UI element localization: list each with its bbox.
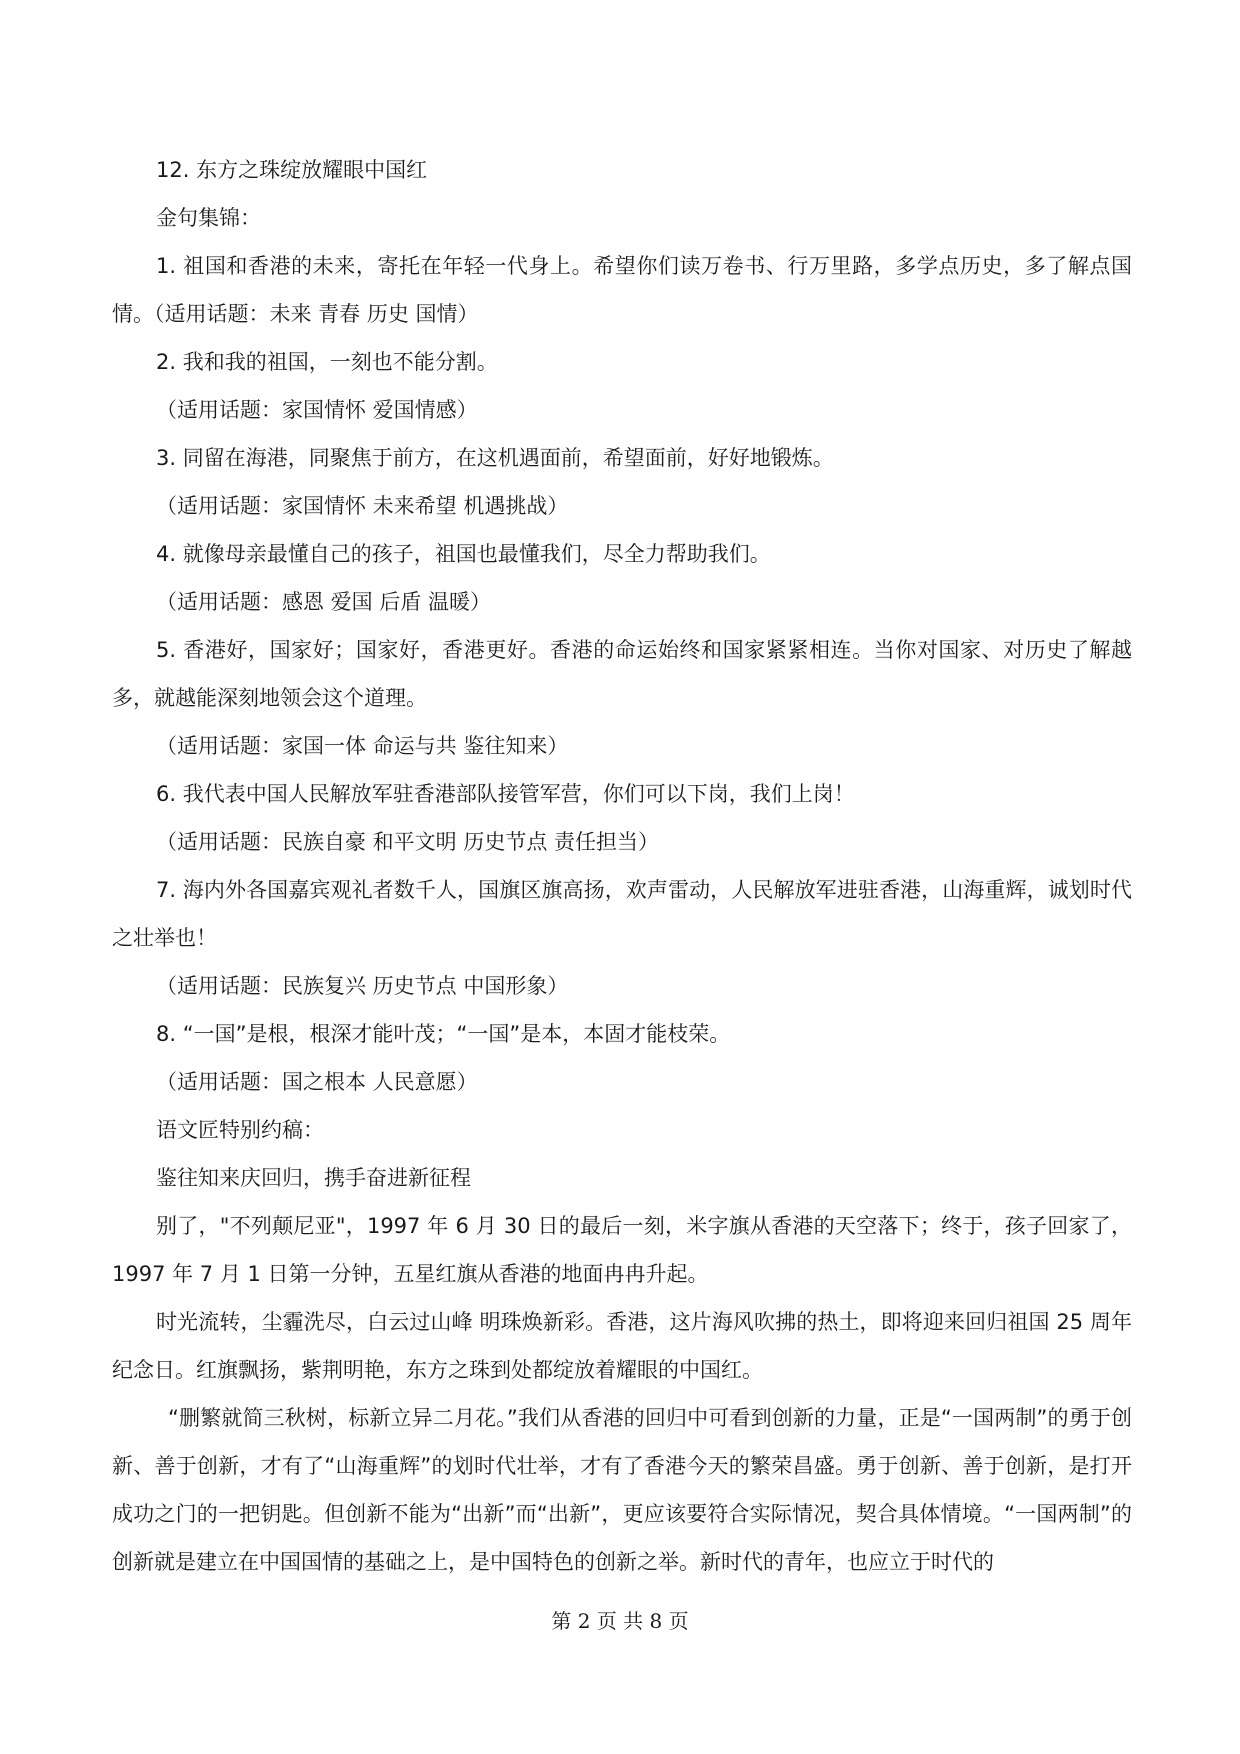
document-body — [112, 146, 1132, 1586]
quote-item: 5. 香港好，国家好；国家好，香港更好。香港的命运始终和国家紧紧相连。当你对国家、对历史了解越多，就越能深刻地领会这个道理。 — [112, 638, 1132, 710]
quote-item: 6. 我代表中国人民解放军驻香港部队接管军营，你们可以下岗，我们上岗！ — [156, 782, 855, 806]
quote-item: 2. 我和我的祖国，一刻也不能分割。 — [156, 350, 498, 374]
quote-topics: （适用话题：感恩 爱国 后盾 温暖） — [156, 590, 492, 614]
essay-heading: 语文匠特别约稿： — [156, 1118, 324, 1142]
quote-item: 1. 祖国和香港的未来，寄托在年轻一代身上。希望你们读万卷书、行万里路，多学点历史，多了解点国情。（适用话题：未来 青春 历史 国情） — [112, 254, 1132, 326]
essay-paragraph: 时光流转，尘霾洗尽，白云过山峰 明珠焕新彩。香港，这片海风吹拂的热土，即将迎来回归祖国 25 周年纪念日。红旗飘扬，紫荆明艳，东方之珠到处都绽放着耀眼的中国红。 — [112, 1310, 1132, 1382]
essay-paragraph: 别了，"不列颠尼亚"，1997 年 6 月 30 日的最后一刻，米字旗从香港的天空落下；终于，孩子回家了，1997 年 7 月 1 日第一分钟，五星红旗从香港的地面冉冉升起。 — [112, 1214, 1132, 1286]
quote-topics: （适用话题：家国情怀 未来希望 机遇挑战） — [156, 494, 569, 518]
quote-item: 4. 就像母亲最懂自己的孩子，祖国也最懂我们，尽全力帮助我们。 — [156, 542, 771, 566]
quote-topics: （适用话题：民族复兴 历史节点 中国形象） — [156, 974, 569, 998]
page-number: 第 2 页 共 8 页 — [551, 1609, 689, 1633]
quote-topics: （适用话题：家国情怀 爱国情感） — [156, 398, 478, 422]
quote-item: 3. 同留在海港，同聚焦于前方，在这机遇面前，希望面前，好好地锻炼。 — [156, 446, 834, 470]
essay-title: 鉴往知来庆回归，携手奋进新征程 — [156, 1166, 471, 1190]
quote-topics: （适用话题：国之根本 人民意愿） — [156, 1070, 478, 1094]
quote-item: 8. “一国”是根，根深才能叶茂；“一国”是本，本固才能枝荣。 — [156, 1022, 731, 1046]
quote-topics: （适用话题：民族自豪 和平文明 历史节点 责任担当） — [156, 830, 660, 854]
section-title: 12. 东方之珠绽放耀眼中国红 — [156, 158, 428, 182]
quotes-heading: 金句集锦： — [156, 206, 261, 230]
quote-topics: （适用话题：家国一体 命运与共 鉴往知来） — [156, 734, 569, 758]
quote-item: 7. 海内外各国嘉宾观礼者数千人，国旗区旗高扬，欢声雷动，人民解放军进驻香港，山海重辉，诚划时代之壮举也！ — [112, 878, 1132, 950]
essay-paragraph: “删繁就简三秋树，标新立异二月花。”我们从香港的回归中可看到创新的力量，正是“一国两制”的勇于创新、善于创新，才有了“山海重辉”的划时代壮举，才有了香港今天的繁荣昌盛。勇于创新、善于创新，是打开成功之门的一把钥匙。但创新不能为“出新”而“出新”，更应该要符合实际情况，契合具体情境。“一国两制”的创新就是建立在中国国情的基础之上，是中国特色的创新之举。新时代的青年，也应立于时代的 — [112, 1406, 1132, 1574]
